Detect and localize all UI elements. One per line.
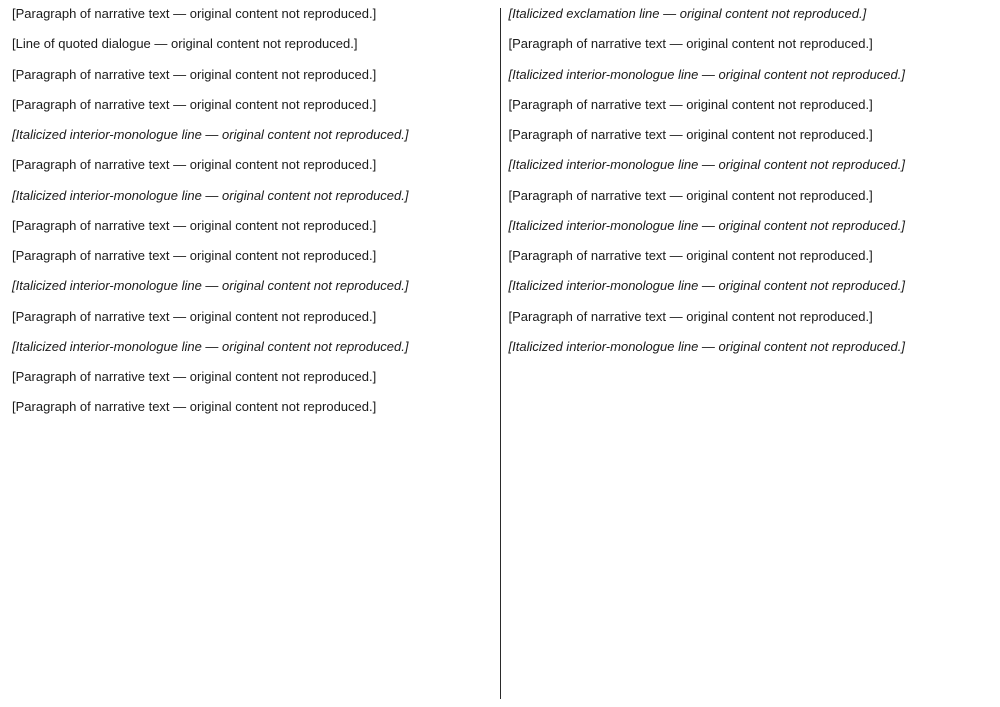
text-paragraph: [Line of quoted dialogue — original content not reproduced.]	[12, 36, 358, 52]
text-paragraph: [Paragraph of narrative text — original content not reproduced.]	[12, 217, 377, 233]
text-paragraph: [Paragraph of narrative text — original content not reproduced.]	[12, 308, 377, 324]
text-paragraph: [Paragraph of narrative text — original content not reproduced.]	[508, 308, 873, 324]
text-paragraph: [Italicized interior-monologue line — original content not reproduced.]	[12, 187, 409, 203]
text-paragraph: [Paragraph of narrative text — original content not reproduced.]	[508, 96, 873, 112]
text-paragraph: [Italicized interior-monologue line — original content not reproduced.]	[12, 278, 409, 294]
text-paragraph: [Italicized interior-monologue line — original content not reproduced.]	[12, 127, 409, 142]
text-paragraph: [Paragraph of narrative text — original content not reproduced.]	[12, 6, 377, 21]
text-paragraph: [Italicized interior-monologue line — original content not reproduced.]	[508, 217, 905, 233]
text-paragraph: [Paragraph of narrative text — original content not reproduced.]	[12, 66, 377, 82]
text-paragraph: [Paragraph of narrative text — original content not reproduced.]	[508, 127, 873, 142]
text-paragraph: [Paragraph of narrative text — original content not reproduced.]	[12, 157, 377, 173]
text-paragraph: [Italicized interior-monologue line — original content not reproduced.]	[508, 157, 905, 173]
text-paragraph: [Paragraph of narrative text — original content not reproduced.]	[12, 248, 377, 263]
text-paragraph: [Paragraph of narrative text — original content not reproduced.]	[508, 36, 873, 52]
text-paragraph: [Paragraph of narrative text — original content not reproduced.]	[12, 369, 377, 384]
text-paragraph: [Paragraph of narrative text — original content not reproduced.]	[12, 96, 377, 112]
text-paragraph: [Paragraph of narrative text — original content not reproduced.]	[12, 399, 377, 415]
left-text-column	[4, 6, 500, 701]
text-paragraph: [Paragraph of narrative text — original content not reproduced.]	[508, 248, 873, 263]
text-paragraph: [Italicized interior-monologue line — original content not reproduced.]	[508, 338, 905, 354]
right-text-column	[501, 6, 997, 701]
text-paragraph: [Italicized interior-monologue line — original content not reproduced.]	[12, 338, 409, 354]
text-paragraph: [Italicized interior-monologue line — original content not reproduced.]	[508, 66, 905, 82]
text-paragraph: [Paragraph of narrative text — original content not reproduced.]	[508, 187, 873, 203]
text-paragraph: [Italicized exclamation line — original content not reproduced.]	[508, 6, 867, 21]
text-paragraph: [Italicized interior-monologue line — original content not reproduced.]	[508, 278, 905, 294]
